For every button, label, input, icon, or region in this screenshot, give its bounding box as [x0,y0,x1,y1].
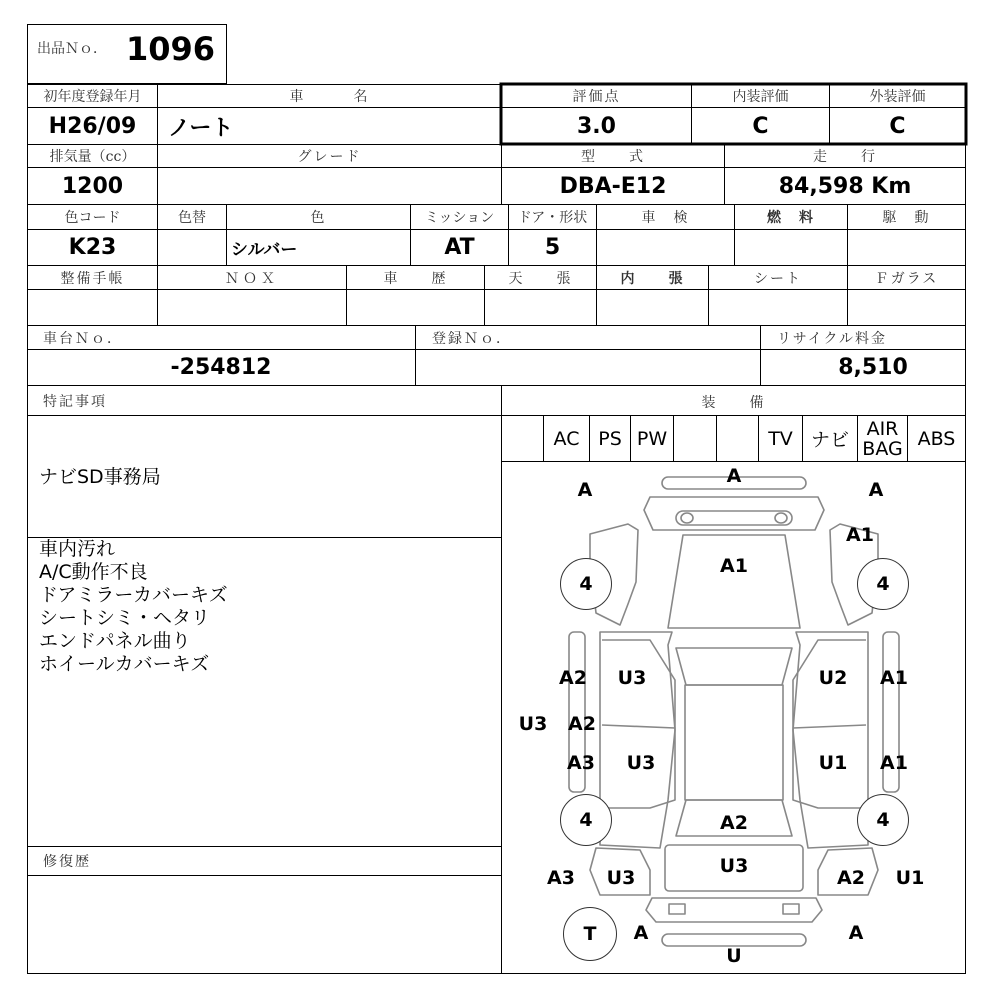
damage-mark: U3 [606,867,636,889]
recycle-fee-value: 8,510 [838,355,908,380]
damage-mark: U3 [719,855,749,877]
damage-mark: A [633,922,649,944]
door-shape-value: 5 [544,235,561,260]
displacement-label: 排気量（cc） [49,149,136,165]
lot-number-label: 出品Ｎｏ． [37,41,107,57]
color-code-label: 色コード [64,210,121,226]
model-value: DBA-E12 [559,173,667,199]
equipment-label: 装 備 [701,395,766,411]
model-label: 型 式 [581,149,645,165]
damage-mark: A3 [547,867,575,889]
car-name-label: 車 名 [289,89,370,105]
equipment-ps: PS [598,427,622,450]
exterior-grade-value: C [889,113,906,139]
first-registration-label: 初年度登録年月 [43,89,142,105]
damage-mark: A2 [568,713,596,735]
registration-number-label: 登録Ｎｏ． [432,330,512,347]
note-line: 車内汚れ [39,538,116,560]
special-remarks-text: ナビSD事務局 [39,466,161,488]
damage-mark: A [848,922,864,944]
note-line: シートシミ・ヘタリ [39,607,211,629]
displacement-value: 1200 [61,173,124,199]
damage-mark: U3 [617,667,647,689]
damage-mark: A1 [720,555,748,577]
recycle-fee-label: リサイクル料金 [777,330,888,347]
drive-label: 駆 動 [882,210,931,226]
mission-label: ミッション [424,210,495,226]
chassis-number-label: 車台Ｎｏ． [43,330,123,347]
damage-mark: A2 [559,667,587,689]
equipment-tv: TV [768,427,793,450]
damage-mark: A3 [567,752,595,774]
car-name-value: ノート [168,115,234,141]
damage-mark: U1 [818,752,848,774]
damage-mark: A [577,479,593,501]
rear-panel [646,898,822,922]
damage-mark: A2 [720,812,748,834]
fuel-label: 燃 料 [767,210,815,226]
seat-label: シート [754,270,802,287]
service-record-label: 整備手帳 [60,270,125,287]
hood [668,535,800,628]
repaint-label: 色替 [178,210,206,226]
note-line: A/C動作不良 [39,561,148,583]
interior-grade-value: C [752,113,769,139]
windshield [676,648,792,685]
special-remarks-label: 特記事項 [43,394,107,410]
damage-mark: A2 [837,867,865,889]
note-line: ホイールカバーキズ [39,653,210,675]
mission-value: AT [444,235,475,260]
tire-grade: 4 [579,573,593,595]
exterior-grade-label: 外装評価 [869,89,926,105]
lot-number: 1096 [126,30,216,68]
tire-grade: 4 [579,809,593,831]
tire-grade: 4 [876,573,890,595]
equipment-ac: AC [553,427,580,450]
tire-grade: 4 [876,809,890,831]
door-shape-label: ドア・形状 [517,210,588,226]
first-registration-value: H26/09 [48,113,137,139]
equipment-pw: PW [636,427,668,450]
damage-mark: U3 [518,713,548,735]
damage-mark: U1 [895,867,925,889]
front-glass-label: Ｆガラス [874,270,939,287]
headliner-label: 天 張 [508,270,573,287]
inspection-label: 車 検 [641,210,690,226]
mileage-label: 走 行 [813,149,877,165]
equipment-abs: ABS [917,427,956,450]
color-code-value: K23 [68,235,117,260]
damage-mark: A1 [880,752,908,774]
interior-grade-label: 内装評価 [732,89,789,105]
damage-mark: A [726,465,742,487]
damage-mark: A [868,479,884,501]
roof [685,685,783,800]
repair-history-label: 修復歴 [43,854,91,870]
equipment-navi: ナビ [810,429,849,451]
note-line: エンドパネル曲り [39,630,191,652]
equipment-airbag: AIR BAG [862,417,903,460]
chassis-number-value: -254812 [170,355,272,380]
score-value: 3.0 [577,113,616,139]
color-value: シルバー [231,240,298,260]
damage-mark: U [726,945,742,967]
damage-mark: U2 [818,667,848,689]
color-label: 色 [310,210,327,226]
nox-label: ＮＯＸ [225,270,279,287]
damage-mark: A1 [846,524,874,546]
note-line: ドアミラーカバーキズ [39,584,228,606]
spare-tire-label: T [583,923,597,945]
interior-trim-label: 内 張 [620,270,685,287]
damage-mark: U3 [626,752,656,774]
damage-mark: A1 [880,667,908,689]
vehicle-history-label: 車 歴 [383,270,448,287]
score-label: 評価点 [572,89,621,105]
grade-label: グレード [297,149,362,165]
mileage-value: 84,598 Km [778,173,912,199]
